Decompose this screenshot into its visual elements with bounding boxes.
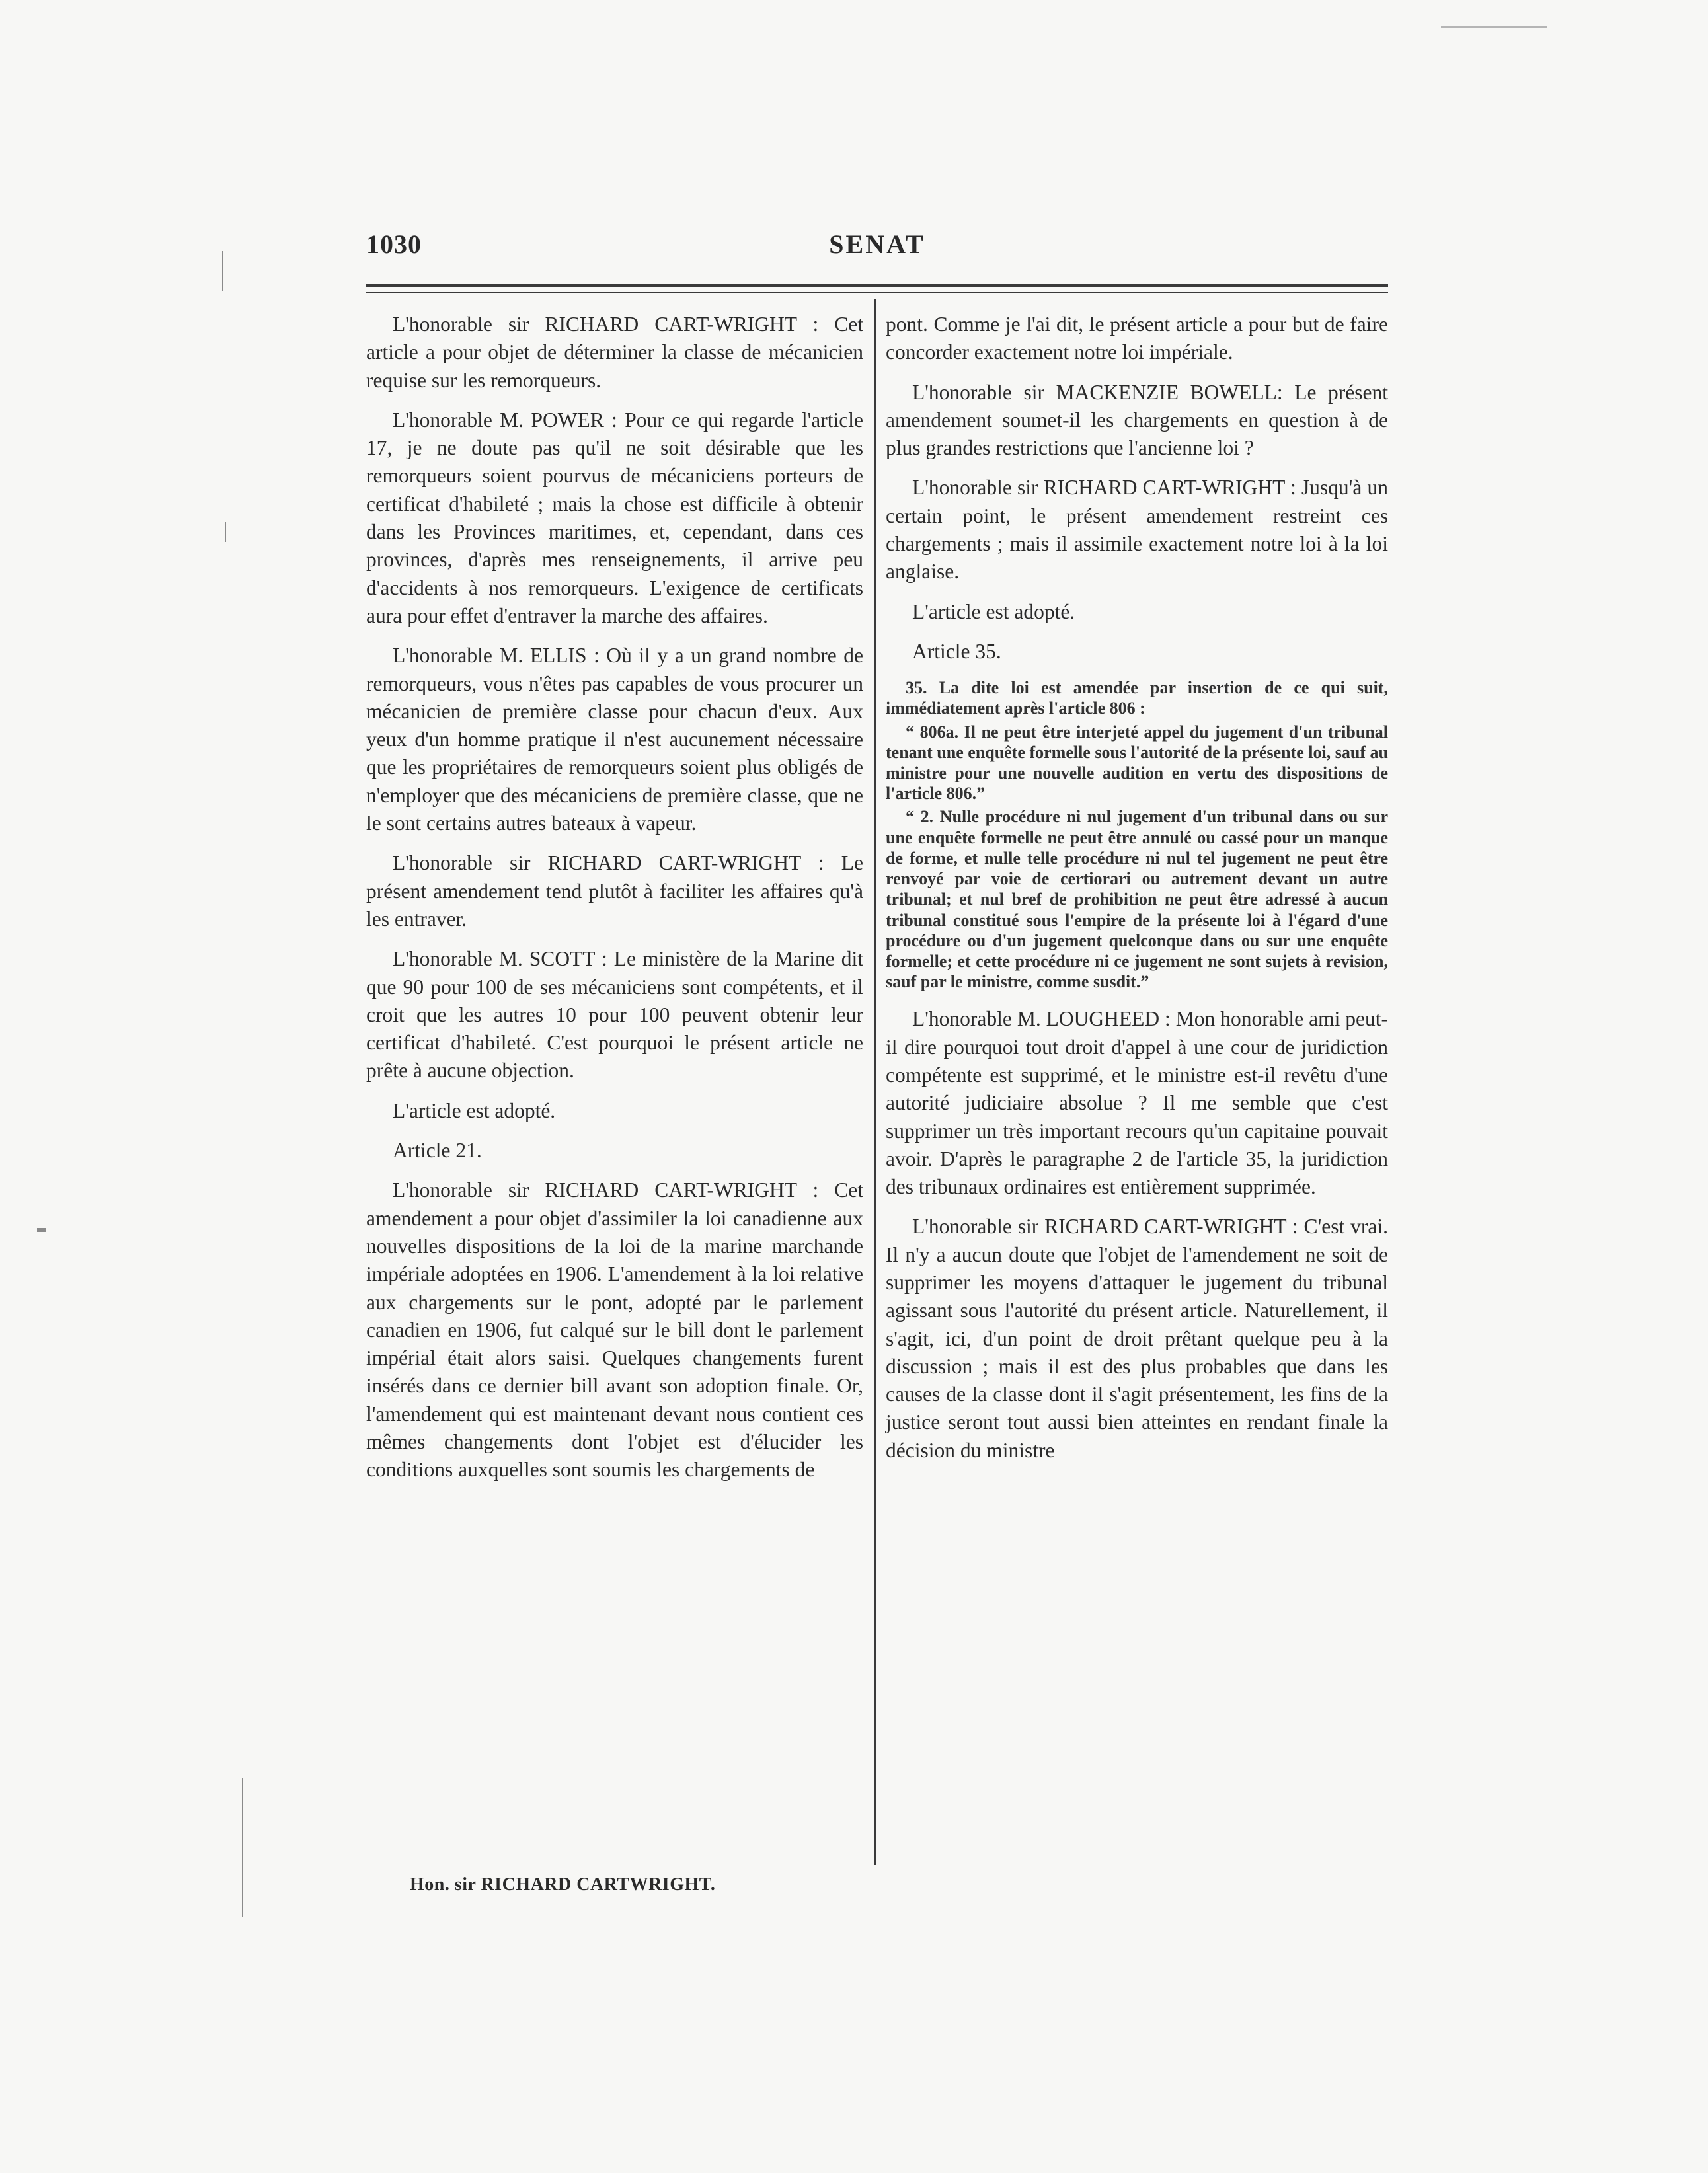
- section-heading: Article 21.: [393, 1139, 482, 1163]
- paragraph: L'honorable M. POWER : Pour ce qui regarde l'article 17, je ne doute pas qu'il ne soit désirable que les remorqueurs soient pourvus de mécaniciens porteurs de certificat d'habileté ; mais la chose est difficile à obtenir dans les Provinces maritimes, et, cependant, dans ces provinces, d'après mes renseignements, il arrive peu d'accidents à nos remorqueurs. L'exigence de certificats aura pour effet d'entraver la marche des affaires.: [366, 408, 863, 627]
- quoted-amendment-intro: 35. La dite loi est amendée par insertion de ce qui suit, immédiatement après l'article 806 :: [886, 678, 1388, 718]
- running-title: SENAT: [829, 229, 925, 259]
- quoted-amendment-paragraph-2: “ 2. Nulle procédure ni nul jugement d'un tribunal dans ou sur une enquête formelle ne peut être annulé ou cassé pour un manque de forme, et nulle telle procédure ni nul tel jugement ne peut être renvoyé par voie de certiorari ou autrement devant un autre tribunal; et nul bref de prohibition ne peut être adressé à aucun tribunal constitué sous l'empire de la présente loi à l'égard d'une procédure ou d'un jugement quelconque dans ou sur une enquête formelle; et cette procédure ni ce jugement ne sont sujets à revision, sauf par le ministre, comme susdit.”: [886, 807, 1388, 992]
- scan-mark: [225, 522, 226, 542]
- paragraph: L'honorable sir RICHARD CART-WRIGHT : Cet amendement a pour objet d'assimiler la loi canadienne aux nouvelles dispositions de la loi de la marine marchande impériale adoptées en 1906. L'amendement à la loi relative aux chargements sur le pont, adopté par le parlement canadien en 1906, fut calqué sur le bill dont le parlement impérial était alors saisi. Quelques changements furent insérés dans ce dernier bill avant son adoption finale. Or, l'amendement qui est maintenant devant nous contient ces mêmes changements dont l'objet est d'élucider les conditions auxquelles sont soumis les chargements de: [366, 1178, 863, 1482]
- paragraph: L'honorable sir RICHARD CART-WRIGHT : Le présent amendement tend plutôt à faciliter les affaires qu'à les entraver.: [366, 851, 863, 931]
- section-heading: Article 35.: [912, 639, 1001, 663]
- paragraph: L'honorable sir RICHARD CART-WRIGHT : C'est vrai. Il n'y a aucun doute que l'objet de l'amendement ne soit de supprimer les moyens d'attaquer le jugement du tribunal agissant sous l'autorité du présent article. Naturellement, il s'agit, ici, d'un point de droit prêtant quelque peu à la discussion ; mais il est des plus probables que dans les causes de la classe dont il s'agit présentement, les fins de la justice seront tout aussi bien atteintes en rendant finale la décision du ministre: [886, 1215, 1388, 1462]
- footer-speaker-line: Hon. sir RICHARD CARTWRIGHT.: [410, 1874, 716, 1895]
- paragraph: pont. Comme je l'ai dit, le présent article a pour but de faire concorder exactement notre loi impériale.: [886, 313, 1388, 364]
- paragraph: L'honorable M. SCOTT : Le ministère de la Marine dit que 90 pour 100 de ses mécaniciens sont compétents, et il croit que les autres 10 pour 100 peuvent obtenir leur certificat d'habileté. C'est pourquoi le présent article ne prête à aucune objection.: [366, 947, 863, 1083]
- scan-mark: [37, 1228, 46, 1232]
- right-column: [886, 311, 1388, 1476]
- column-divider: [874, 299, 876, 1865]
- scan-mark: [1441, 26, 1547, 28]
- paragraph: L'article est adopté.: [912, 599, 1075, 623]
- page-number: 1030: [366, 229, 422, 259]
- left-column: [366, 311, 863, 1496]
- paragraph: L'honorable sir MACKENZIE BOWELL: Le présent amendement soumet-il les chargements en question à de plus grandes restrictions que l'ancienne loi ?: [886, 380, 1388, 460]
- header-rule-thick: [366, 284, 1388, 287]
- quoted-amendment-806a: “ 806a. Il ne peut être interjeté appel du jugement d'un tribunal tenant une enquête formelle sous l'autorité de la présente loi, sauf au ministre pour une nouvelle audition en vertu des dispositions de l'article 806.”: [886, 722, 1388, 804]
- scan-mark: [222, 251, 223, 291]
- paragraph: L'honorable M. ELLIS : Où il y a un grand nombre de remorqueurs, vous n'êtes pas capables de vous procurer un mécanicien de première classe pour chacun d'eux. Aux yeux d'un homme pratique il n'est aucunement nécessaire que les propriétaires de remorqueurs soient plus obligés de n'employer que des mécaniciens de première classe, que ne le sont certains autres bateaux à vapeur.: [366, 644, 863, 835]
- paragraph: L'article est adopté.: [393, 1098, 556, 1122]
- paragraph: L'honorable sir RICHARD CART-WRIGHT : Jusqu'à un certain point, le présent amendement restreint ces chargements ; mais il assimile exactement notre loi à la loi anglaise.: [886, 476, 1388, 584]
- paragraph: L'honorable sir RICHARD CART-WRIGHT : Cet article a pour objet de déterminer la classe de mécanicien requise sur les remorqueurs.: [366, 313, 863, 392]
- scan-mark: [242, 1778, 243, 1917]
- header-rule-thin: [366, 292, 1388, 293]
- paragraph: L'honorable M. LOUGHEED : Mon honorable ami peut-il dire pourquoi tout droit d'appel à une cour de juridiction compétente est supprimé, et le ministre est-il revêtu d'une autorité judiciaire absolue ? Il me semble que c'est supprimer un très important recours qu'un capitaine pouvait avoir. D'après le paragraphe 2 de l'article 35, la juridiction des tribunaux ordinaires est entièrement supprimée.: [886, 1007, 1388, 1199]
- page-header: [366, 229, 1388, 268]
